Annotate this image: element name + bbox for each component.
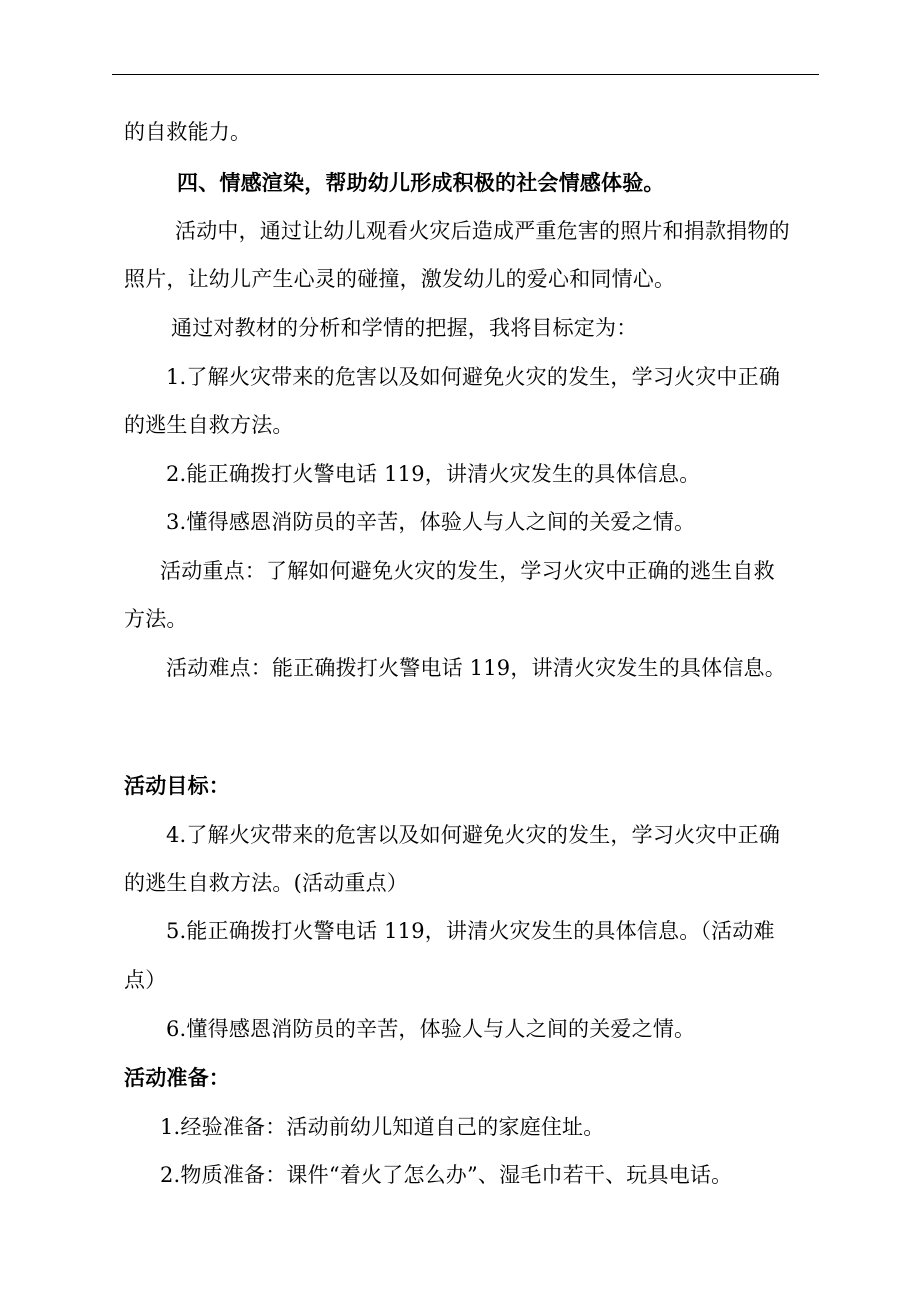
objective-item-5-continued: 点） [124, 968, 167, 992]
preparation-item-2: 2.物质准备：课件“着火了怎么办”、湿毛巾若干、玩具电话。 [160, 1163, 733, 1187]
paragraph-continuation: 的自救能力。 [124, 120, 252, 144]
key-point-line: 活动重点：了解如何避免火灾的发生，学习火灾中正确的逃生自救 [160, 559, 775, 583]
goal-item-1-continued: 的逃生自救方法。 [124, 413, 294, 437]
difficulty-line: 活动难点：能正确拨打火警电话 119，讲清火灾发生的具体信息。 [166, 656, 786, 680]
header-rule [112, 74, 819, 75]
paragraph-line: 照片，让幼儿产生心灵的碰撞，激发幼儿的爱心和同情心。 [124, 267, 676, 291]
objective-item-4: 4.了解火灾带来的危害以及如何避免火灾的发生，学习火灾中正确 [166, 823, 781, 847]
goal-item-2: 2.能正确拨打火警电话 119，讲清火灾发生的具体信息。 [166, 462, 701, 486]
preparation-item-1: 1.经验准备：活动前幼儿知道自己的家庭住址。 [160, 1115, 605, 1139]
preparation-title: 活动准备： [124, 1066, 230, 1090]
goal-item-3: 3.懂得感恩消防员的辛苦，体验人与人之间的关爱之情。 [166, 510, 696, 534]
goals-title: 活动目标： [124, 774, 230, 798]
objective-item-4-continued: 的逃生自救方法。(活动重点） [124, 871, 408, 895]
paragraph-line: 通过对教材的分析和学情的把握，我将目标定为： [171, 316, 638, 340]
paragraph-line: 活动中，通过让幼儿观看火灾后造成严重危害的照片和捐款捐物的 [175, 219, 790, 243]
key-point-line-continued: 方法。 [124, 607, 188, 631]
goal-item-1: 1.了解火灾带来的危害以及如何避免火灾的发生，学习火灾中正确 [166, 365, 781, 389]
objective-item-5: 5.能正确拨打火警电话 119，讲清火灾发生的具体信息。（活动难 [166, 919, 775, 943]
objective-item-6: 6.懂得感恩消防员的辛苦，体验人与人之间的关爱之情。 [166, 1017, 696, 1041]
section-heading-four: 四、情感渲染，帮助幼儿形成积极的社会情感体验。 [177, 171, 665, 195]
